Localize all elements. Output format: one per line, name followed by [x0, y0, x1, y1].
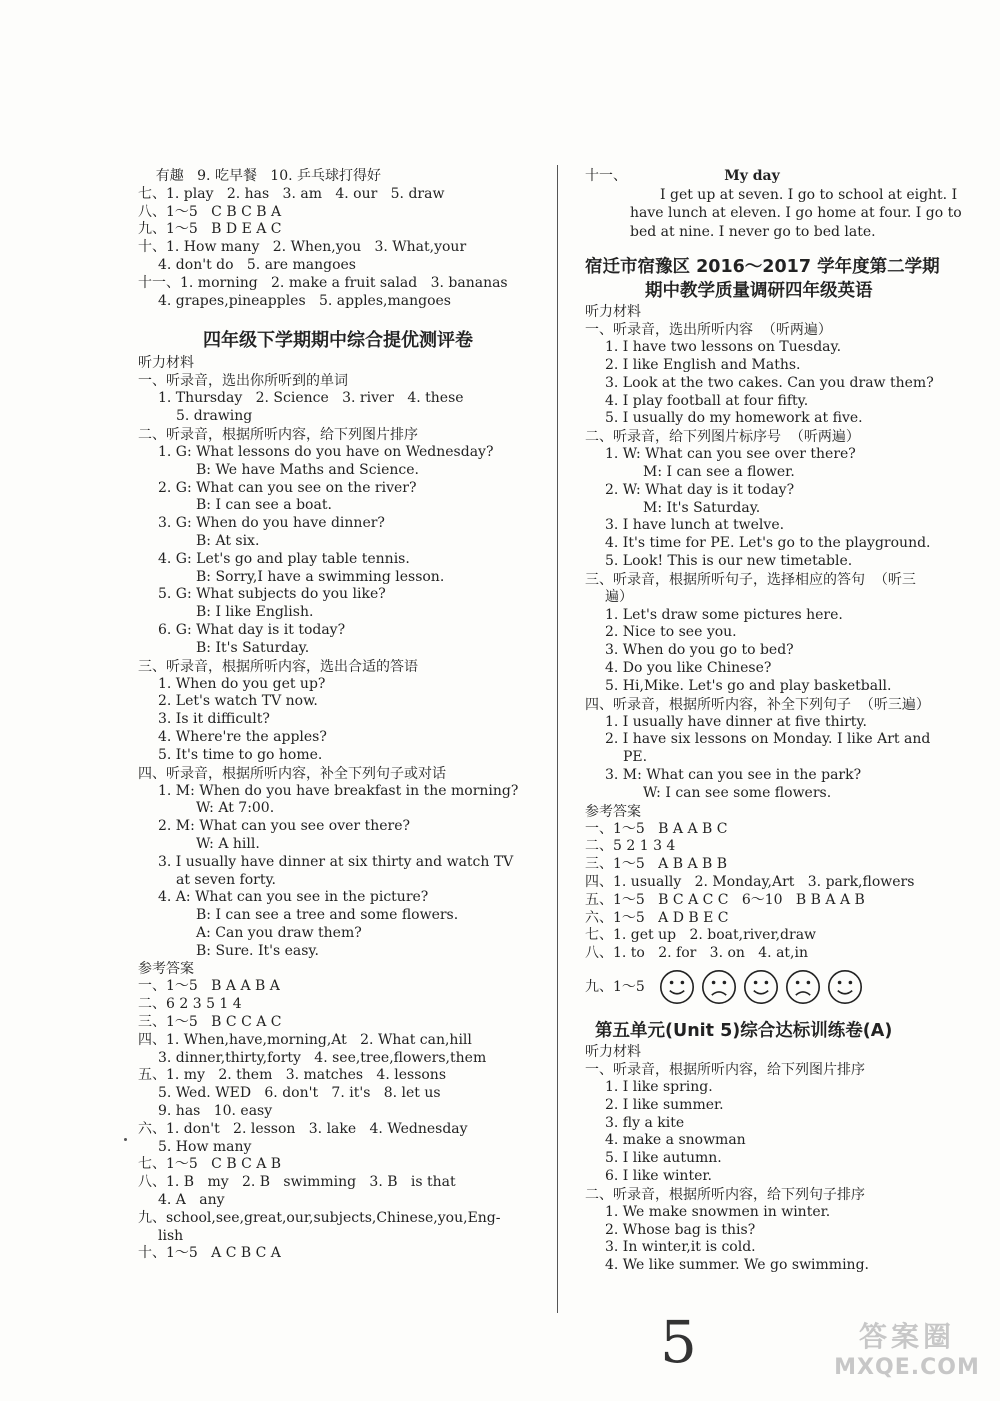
text-line: 4. G: Let's go and play table tennis. [158, 550, 410, 567]
text-line: 3. When do you go to bed? [605, 642, 794, 659]
nine-label: 九、1～5 [585, 979, 645, 995]
right-column [585, 168, 985, 1275]
text-line: 九、school,see,great,our,subjects,Chinese,you,Eng- [138, 1209, 501, 1226]
text-line: 6. I like winter. [605, 1167, 712, 1184]
text-line: 1. We make snowmen in winter. [605, 1203, 831, 1220]
text-line: 4. Where're the apples? [158, 728, 327, 745]
text-line: 三、1～5 B C C A C [138, 1014, 282, 1031]
text-line: 1. When do you get up? [158, 675, 326, 692]
section-label: 三、听录音，根据所听句子，选择相应的答句 （听三 [585, 571, 916, 588]
text-line: 6. G: What day is it today? [158, 621, 346, 638]
text-line: A: Can you draw them? [196, 924, 362, 941]
text-line: 1. I like spring. [605, 1079, 713, 1095]
essay-header [585, 168, 985, 186]
text-line: 5. I like autumn. [605, 1150, 722, 1167]
text-line: 六、1. don't 2. lesson 3. lake 4. Wednesday [138, 1120, 468, 1137]
faces-row [659, 969, 863, 1005]
happy-face-icon [743, 969, 779, 1005]
happy-face-icon [827, 969, 863, 1005]
text-line: W: At 7:00. [196, 800, 275, 817]
watermark-bottom: MXQE.COM [834, 1355, 980, 1380]
text-line: M: It's Saturday. [643, 499, 761, 516]
text-line: 1. G: What lessons do you have on Wednesday? [158, 443, 494, 460]
section-label: 四、听录音，根据所听内容，补全下列句子或对话 [138, 765, 446, 782]
text-line: B: At six. [196, 532, 260, 549]
text-line: 十、1～5 A C B C A [138, 1245, 281, 1262]
text-line: 3. dinner,thirty,forty 4. see,tree,flowers,them [158, 1049, 487, 1066]
text-line: W: I can see some flowers. [643, 784, 832, 801]
text-line: 1. M: When do you have breakfast in the morning? [158, 782, 519, 799]
text-line: 9. has 10. easy [158, 1103, 273, 1120]
text-line: 三、1～5 A B A B B [585, 856, 728, 873]
left-column [138, 168, 538, 1263]
section-label: 三、听录音，根据所听内容，选出合适的答语 [138, 658, 418, 675]
text-line: 3. Look at the two cakes. Can you draw them? [605, 374, 934, 391]
left-section-body [138, 354, 538, 1263]
text-line: 5. It's time to go home. [158, 746, 323, 763]
text-line: B: I can see a tree and some flowers. [196, 907, 459, 924]
section-label: 一、听录音，选出所听内容 （听两遍） [585, 322, 832, 339]
text-line: 4. A: What can you see in the picture? [158, 889, 429, 906]
watermark-top: 答案圈 [858, 1320, 955, 1353]
text-line: 四、1. usually 2. Monday,Art 3. park,flowers [585, 874, 915, 891]
text-line: 五、1. my 2. them 3. matches 4. lessons [138, 1067, 447, 1084]
sad-face-icon [785, 969, 821, 1005]
text-line: 二、6 2 3 5 1 4 [138, 996, 242, 1013]
text-line: B: I can see a boat. [196, 497, 332, 514]
section-label: 听力材料 [138, 355, 194, 372]
text-line: 3. I have lunch at twelve. [605, 517, 785, 534]
text-line: 十、1. How many 2. When,you 3. What,your [138, 239, 467, 256]
unit5-body [585, 1043, 985, 1275]
section-label: 二、听录音，根据所听内容，给下列句子排序 [585, 1186, 865, 1203]
text-line: lish [158, 1227, 184, 1244]
section-label: 二、听录音，给下列图片标序号 （听两遍） [585, 429, 860, 446]
text-line: 一、1～5 B A A B A [138, 978, 280, 995]
happy-face-icon [659, 969, 695, 1005]
text-line: 4. grapes,pineapples 5. apples,mangoes [158, 292, 451, 309]
previous-answers-block [138, 168, 538, 310]
exam-heading-line2: 期中教学质量调研四年级英语 [645, 281, 873, 302]
text-line: 5. I usually do my homework at five. [605, 410, 863, 427]
text-line: W: A hill. [196, 835, 260, 852]
essay-text: I get up at seven. I go to school at eight. I have lunch at eleven. I go home at four. I go to bed at nine. I never go to bed late. [630, 186, 962, 240]
text-line: 2. I like English and Maths. [605, 357, 801, 374]
text-line: 1. W: What can you see over there? [605, 446, 856, 463]
section-label: 参考答案 [138, 961, 194, 978]
text-line: 八、1～5 C B C B A [138, 203, 282, 220]
watermark [822, 1320, 992, 1390]
text-line: 2. G: What can you see on the river? [158, 479, 417, 496]
text-line: 七、1. get up 2. boat,river,draw [585, 927, 817, 944]
text-line: 有趣 9. 吃早餐 10. 乒乓球打得好 [138, 168, 382, 184]
exam-heading-line1: 宿迁市宿豫区 2016～2017 学年度第二学期 [585, 257, 940, 278]
text-line: 2. W: What day is it today? [605, 481, 795, 498]
text-line: 九、1～5 B D E A C [138, 221, 282, 238]
section-label: 听力材料 [585, 304, 641, 321]
column-divider [557, 165, 558, 1313]
text-line: 2. Let's watch TV now. [158, 693, 318, 710]
text-line: 1. Let's draw some pictures here. [605, 606, 843, 623]
text-line: 3. fly a kite [605, 1114, 685, 1131]
section-label: 一、听录音，选出你所听到的单词 [138, 373, 348, 390]
essay-title: My day [724, 168, 780, 184]
text-line: 1. I usually have dinner at five thirty. [605, 713, 867, 730]
right-section-body [585, 303, 985, 963]
text-line: 六、1～5 A D B E C [585, 909, 729, 926]
text-line: PE. [623, 749, 648, 766]
text-line: 5. G: What subjects do you like? [158, 586, 386, 603]
text-line: 4. don't do 5. are mangoes [158, 256, 356, 273]
sad-face-icon [701, 969, 737, 1005]
text-line: 1. Thursday 2. Science 3. river 4. these [158, 390, 464, 407]
text-line: 4. We like summer. We go swimming. [605, 1257, 869, 1274]
text-line: 5. Wed. WED 6. don't 7. it's 8. let us [158, 1085, 441, 1102]
text-line: B: I like English. [196, 604, 314, 621]
eleven-label: 十一、 [585, 168, 627, 184]
text-line: B: We have Maths and Science. [196, 461, 419, 478]
text-line: 五、1～5 B C A C C 6～10 B B A A B [585, 891, 865, 908]
text-line: 5. Look! This is our new timetable. [605, 553, 853, 570]
text-line: B: Sorry,I have a swimming lesson. [196, 568, 445, 585]
text-line: 2. Whose bag is this? [605, 1221, 756, 1238]
text-line: at seven forty. [176, 871, 276, 888]
section-label: 四、听录音，根据所听内容，补全下列句子 （听三遍） [585, 696, 930, 713]
text-line: 4. Do you like Chinese? [605, 660, 772, 677]
text-line: 1. I have two lessons on Tuesday. [605, 339, 842, 356]
text-line: 3. G: When do you have dinner? [158, 515, 385, 532]
text-line: 一、1～5 B A A B C [585, 820, 728, 837]
text-line: B: Sure. It's easy. [196, 942, 319, 959]
section-label: 参考答案 [585, 803, 641, 820]
text-line: 二、5 2 1 3 4 [585, 838, 676, 855]
text-line: 5. How many [158, 1138, 252, 1155]
left-section-heading: 四年级下学期期中综合提优测评卷 [203, 330, 473, 352]
text-line: 4. A any [158, 1192, 225, 1209]
text-line: 十一、1. morning 2. make a fruit salad 3. bananas [138, 274, 508, 291]
text-line: 八、1. to 2. for 3. on 4. at,in [585, 945, 809, 962]
nine-row [585, 969, 985, 1005]
text-line: 四、1. When,have,morning,At 2. What can,hill [138, 1031, 472, 1048]
text-line: 3. M: What can you see in the park? [605, 767, 862, 784]
text-line: M: I can see a flower. [643, 464, 795, 481]
text-line: 2. I like summer. [605, 1096, 724, 1113]
text-line: 八、1. B my 2. B swimming 3. B is that [138, 1174, 456, 1191]
section-label: 二、听录音，根据所听内容，给下列图片排序 [138, 426, 418, 443]
text-line: 3. In winter,it is cold. [605, 1239, 756, 1256]
text-line: 遍） [605, 588, 633, 605]
text-line: 七、1～5 C B C A B [138, 1156, 282, 1173]
text-line: 4. It's time for PE. Let's go to the playground. [605, 535, 931, 552]
text-line: 5. drawing [176, 408, 253, 425]
text-line: B: It's Saturday. [196, 639, 310, 656]
text-line: 2. Nice to see you. [605, 624, 737, 641]
text-line: 5. Hi,Mike. Let's go and play basketball. [605, 677, 892, 694]
text-line: 3. Is it difficult? [158, 711, 270, 728]
text-line: 4. make a snowman [605, 1132, 746, 1149]
unit5-heading: 第五单元(Unit 5)综合达标训练卷(A) [595, 1021, 893, 1041]
text-line: 3. I usually have dinner at six thirty and watch TV [158, 853, 514, 870]
section-label: 一、听录音，根据所听内容，给下列图片排序 [585, 1062, 865, 1078]
text-line: 2. I have six lessons on Monday. I like Art and [605, 731, 931, 748]
page-number: 5 [660, 1308, 697, 1376]
text-line: 2. M: What can you see over there? [158, 818, 410, 835]
text-line: 七、1. play 2. has 3. am 4. our 5. draw [138, 185, 445, 202]
margin-dot [124, 1138, 127, 1141]
section-label: 听力材料 [585, 1044, 641, 1060]
text-line: 4. I play football at four fifty. [605, 392, 809, 409]
